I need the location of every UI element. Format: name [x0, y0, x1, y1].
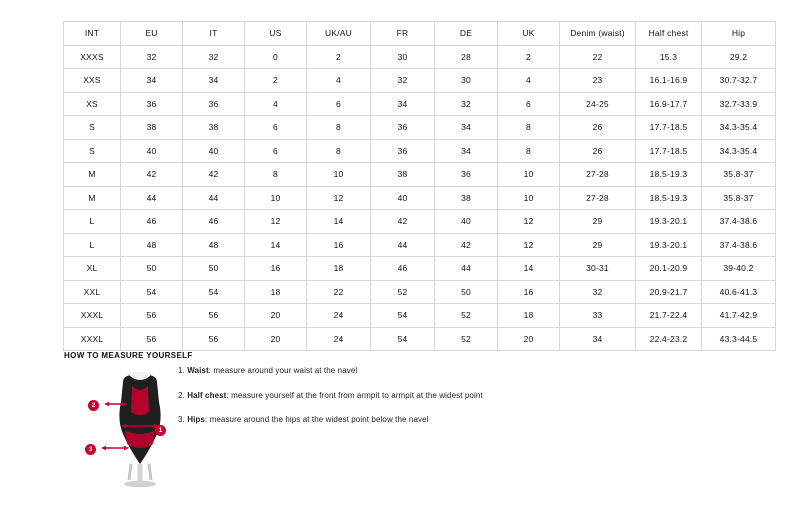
measure-note-term: Hips	[187, 415, 205, 424]
table-cell: 14	[245, 233, 307, 257]
table-cell: 2	[307, 45, 371, 69]
table-cell: 36	[183, 92, 245, 116]
table-cell: 39-40.2	[702, 257, 776, 281]
table-cell: 8	[307, 116, 371, 140]
table-cell: 18.5-19.3	[636, 186, 702, 210]
table-cell: 8	[307, 139, 371, 163]
table-header	[64, 22, 776, 46]
table-cell: 29	[560, 233, 636, 257]
table-cell: 19.3-20.1	[636, 233, 702, 257]
table-cell: 27-28	[560, 163, 636, 187]
table-cell: 52	[371, 280, 435, 304]
table-cell: 6	[245, 139, 307, 163]
table-cell: L	[64, 233, 121, 257]
table-cell: 46	[121, 210, 183, 234]
table-cell: 40	[183, 139, 245, 163]
measure-note-term: Half chest	[187, 390, 227, 400]
table-cell: 34	[183, 69, 245, 93]
table-cell: 34.3-35.4	[702, 116, 776, 140]
table-column-header: US	[245, 22, 307, 46]
measure-notes	[178, 366, 598, 440]
table-cell: 12	[498, 233, 560, 257]
table-column-header: Half chest	[636, 22, 702, 46]
table-cell: 50	[183, 257, 245, 281]
callout-badge-2: 2	[88, 400, 99, 411]
table-cell: M	[64, 186, 121, 210]
table-cell: 52	[435, 327, 498, 351]
table-column-header: DE	[435, 22, 498, 46]
table-cell: 10	[307, 163, 371, 187]
table-cell: 56	[121, 304, 183, 328]
table-cell: 15.3	[636, 45, 702, 69]
table-cell: XXXL	[64, 304, 121, 328]
table-row	[64, 280, 776, 304]
table-cell: 6	[498, 92, 560, 116]
table-cell: 30-31	[560, 257, 636, 281]
table-cell: 54	[183, 280, 245, 304]
table-row	[64, 92, 776, 116]
table-cell: 10	[245, 186, 307, 210]
table-header-row	[64, 22, 776, 46]
table-cell: 17.7-18.5	[636, 139, 702, 163]
size-chart-table	[63, 21, 776, 351]
table-cell: 40.6-41.3	[702, 280, 776, 304]
table-cell: 36	[371, 116, 435, 140]
table-cell: 54	[371, 304, 435, 328]
table-cell: 46	[371, 257, 435, 281]
table-column-header: Denim (waist)	[560, 22, 636, 46]
callout-badge-3: 3	[85, 444, 96, 455]
table-row	[64, 304, 776, 328]
table-cell: 30	[371, 45, 435, 69]
table-cell: 24	[307, 327, 371, 351]
measure-note-number: 3.	[178, 415, 185, 424]
measure-note	[178, 415, 598, 425]
table-cell: 24	[307, 304, 371, 328]
table-row	[64, 163, 776, 187]
table-row	[64, 257, 776, 281]
measure-note	[178, 366, 598, 376]
table-cell: 56	[183, 304, 245, 328]
table-cell: 35.8-37	[702, 186, 776, 210]
table-cell: 8	[245, 163, 307, 187]
table-cell: 22.4-23.2	[636, 327, 702, 351]
table-cell: 16.1-16.9	[636, 69, 702, 93]
measure-note-text: : measure around the hips at the widest point below the navel	[204, 415, 429, 424]
table-column-header: UK/AU	[307, 22, 371, 46]
table-cell: 42	[183, 163, 245, 187]
table-cell: 26	[560, 116, 636, 140]
table-column-header: INT	[64, 22, 121, 46]
table-cell: 44	[371, 233, 435, 257]
table-cell: 27-28	[560, 186, 636, 210]
table-cell: XXXL	[64, 327, 121, 351]
table-cell: 8	[498, 139, 560, 163]
table-cell: 4	[498, 69, 560, 93]
table-cell: 20.1-20.9	[636, 257, 702, 281]
table-cell: 6	[307, 92, 371, 116]
table-cell: 22	[307, 280, 371, 304]
table-cell: 24-25	[560, 92, 636, 116]
table-column-header: IT	[183, 22, 245, 46]
table-cell: 36	[121, 92, 183, 116]
table-cell: 6	[245, 116, 307, 140]
table-cell: 42	[121, 163, 183, 187]
table-cell: 2	[498, 45, 560, 69]
table-cell: 37.4-38.6	[702, 210, 776, 234]
table-row	[64, 186, 776, 210]
table-row	[64, 116, 776, 140]
table-cell: 43.3-44.5	[702, 327, 776, 351]
table-cell: 48	[183, 233, 245, 257]
table-cell: 20	[245, 327, 307, 351]
table-cell: 16	[245, 257, 307, 281]
table-cell: 40	[435, 210, 498, 234]
table-cell: XXL	[64, 280, 121, 304]
table-cell: 42	[371, 210, 435, 234]
table-cell: 8	[498, 116, 560, 140]
table-cell: 34	[435, 116, 498, 140]
callout-badge-1: 1	[155, 425, 166, 436]
table-cell: 20	[498, 327, 560, 351]
table-cell: 32.7-33.9	[702, 92, 776, 116]
table-cell: 32	[371, 69, 435, 93]
measure-note-text: : measure around your waist at the navel	[208, 366, 358, 375]
table-cell: M	[64, 163, 121, 187]
table-cell: 2	[245, 69, 307, 93]
table-cell: 14	[498, 257, 560, 281]
table-cell: 29.2	[702, 45, 776, 69]
size-chart-table-wrap	[63, 21, 758, 351]
table-cell: 14	[307, 210, 371, 234]
table-cell: 16	[307, 233, 371, 257]
table-cell: 34.3-35.4	[702, 139, 776, 163]
table-cell: 38	[121, 116, 183, 140]
table-cell: 22	[560, 45, 636, 69]
table-cell: 38	[183, 116, 245, 140]
table-cell: 16.9-17.7	[636, 92, 702, 116]
table-column-header: Hip	[702, 22, 776, 46]
measure-note-number: 2.	[178, 390, 185, 400]
table-cell: 12	[498, 210, 560, 234]
table-cell: 18	[245, 280, 307, 304]
table-cell: 34	[121, 69, 183, 93]
table-column-header: UK	[498, 22, 560, 46]
table-cell: 26	[560, 139, 636, 163]
table-cell: 48	[121, 233, 183, 257]
table-cell: XXS	[64, 69, 121, 93]
table-cell: 52	[435, 304, 498, 328]
table-cell: 4	[307, 69, 371, 93]
table-row	[64, 233, 776, 257]
table-cell: 12	[307, 186, 371, 210]
table-cell: 32	[435, 92, 498, 116]
table-cell: 0	[245, 45, 307, 69]
table-cell: 19.3-20.1	[636, 210, 702, 234]
table-cell: 46	[183, 210, 245, 234]
table-cell: 44	[121, 186, 183, 210]
table-cell: 50	[435, 280, 498, 304]
table-cell: 38	[435, 186, 498, 210]
table-cell: 30	[435, 69, 498, 93]
table-cell: 23	[560, 69, 636, 93]
table-cell: 4	[245, 92, 307, 116]
table-column-header: EU	[121, 22, 183, 46]
table-cell: 32	[183, 45, 245, 69]
table-cell: XS	[64, 92, 121, 116]
measure-note	[178, 391, 598, 401]
table-row	[64, 69, 776, 93]
table-cell: 42	[435, 233, 498, 257]
table-cell: 10	[498, 186, 560, 210]
table-row	[64, 45, 776, 69]
table-cell: L	[64, 210, 121, 234]
table-cell: 44	[183, 186, 245, 210]
table-cell: 18	[307, 257, 371, 281]
table-cell: S	[64, 139, 121, 163]
how-to-measure-title: HOW TO MEASURE YOURSELF	[64, 351, 193, 360]
table-cell: S	[64, 116, 121, 140]
table-cell: 10	[498, 163, 560, 187]
table-cell: 40	[371, 186, 435, 210]
table-row	[64, 210, 776, 234]
table-cell: 54	[121, 280, 183, 304]
measure-note-text: : measure yourself at the front from armpit to armpit at the widest point	[226, 390, 483, 400]
table-cell: 41.7-42.9	[702, 304, 776, 328]
table-cell: 12	[245, 210, 307, 234]
measure-note-term: Waist	[187, 366, 209, 375]
table-cell: 21.7-22.4	[636, 304, 702, 328]
table-column-header: FR	[371, 22, 435, 46]
table-cell: 35.8-37	[702, 163, 776, 187]
table-cell: 54	[371, 327, 435, 351]
table-cell: 34	[435, 139, 498, 163]
table-cell: 32	[560, 280, 636, 304]
table-cell: 34	[371, 92, 435, 116]
measure-note-number: 1.	[178, 366, 185, 375]
table-cell: 29	[560, 210, 636, 234]
table-body	[64, 45, 776, 351]
table-cell: 56	[121, 327, 183, 351]
table-cell: 28	[435, 45, 498, 69]
table-cell: 30.7-32.7	[702, 69, 776, 93]
table-cell: 36	[435, 163, 498, 187]
table-cell: 17.7-18.5	[636, 116, 702, 140]
table-cell: 44	[435, 257, 498, 281]
table-cell: 33	[560, 304, 636, 328]
table-cell: 34	[560, 327, 636, 351]
table-cell: 38	[371, 163, 435, 187]
table-cell: XL	[64, 257, 121, 281]
table-cell: 18	[498, 304, 560, 328]
table-cell: 20.9-21.7	[636, 280, 702, 304]
table-cell: 37.4-38.6	[702, 233, 776, 257]
table-cell: 36	[371, 139, 435, 163]
table-cell: 32	[121, 45, 183, 69]
table-cell: XXXS	[64, 45, 121, 69]
table-cell: 16	[498, 280, 560, 304]
table-cell: 56	[183, 327, 245, 351]
table-cell: 40	[121, 139, 183, 163]
table-cell: 50	[121, 257, 183, 281]
table-cell: 20	[245, 304, 307, 328]
table-row	[64, 327, 776, 351]
table-row	[64, 139, 776, 163]
table-cell: 18.5-19.3	[636, 163, 702, 187]
